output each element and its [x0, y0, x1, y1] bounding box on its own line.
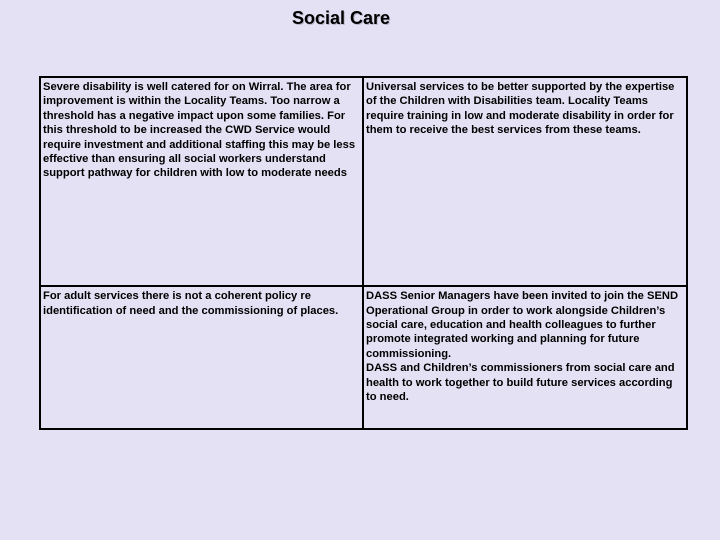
action-paragraph-1: DASS Senior Managers have been invited to join the SEND Operational Group in order to work alongside Children’s social care, education and health colleagues to further promote integrated working and planning for future commissioning.	[366, 290, 679, 360]
table-cell-action-1: Universal services to be better supported by the expertise of the Children with Disabilities team. Locality Teams require training in low and moderate disability in order for them to receive the best services from these teams.	[363, 77, 687, 286]
table-cell-issue-1: Severe disability is well catered for on Wirral. The area for improvement is within the Locality Teams. Too narrow a threshold has a negative impact upon some families. For this threshold to be increased the CWD Service would require investment and additional staffing this may be less effective than ensuring all social workers understand support pathway for children with low to moderate needs	[40, 77, 363, 286]
table-row	[40, 77, 687, 286]
table-cell-issue-2: For adult services there is not a coherent policy re identification of need and the commissioning of places.	[40, 286, 363, 429]
action-paragraph-2: DASS and Children’s commissioners from social care and health to work together to build future services according to need.	[366, 362, 675, 404]
table-cell-action-2	[363, 286, 687, 429]
table-row	[40, 286, 687, 429]
page-title: Social Care	[291, 8, 391, 28]
social-care-table	[39, 76, 688, 430]
